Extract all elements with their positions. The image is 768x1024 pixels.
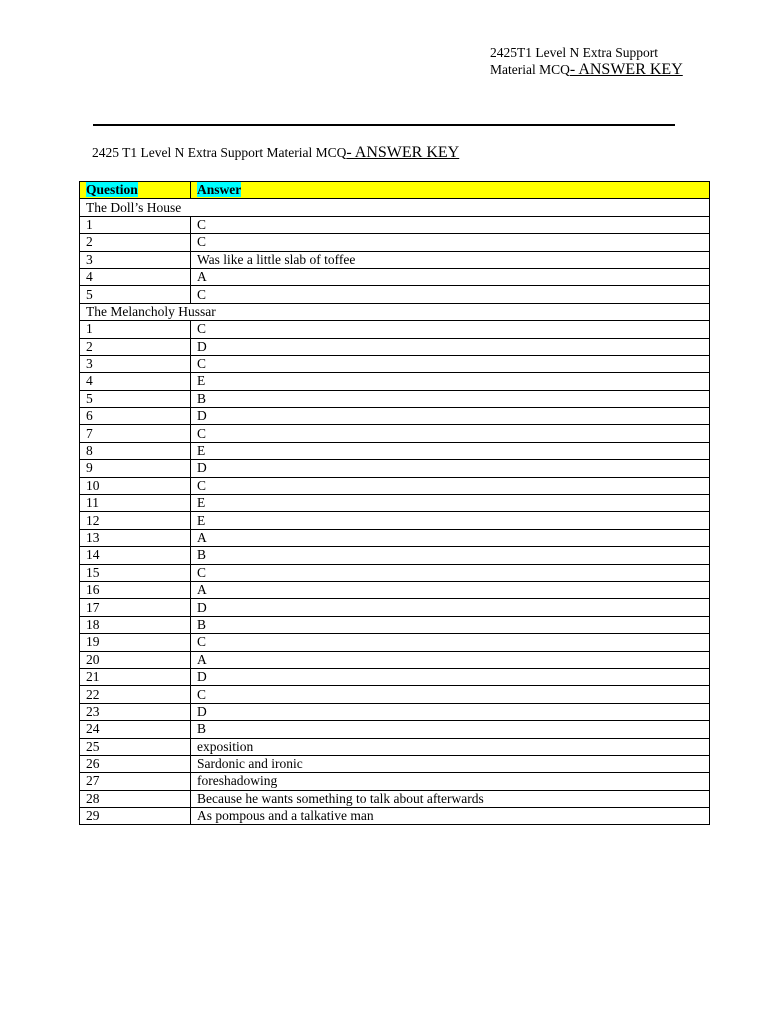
table-row [80,390,710,407]
question-number: 4 [80,268,191,285]
question-number: 2 [80,234,191,251]
header-answer [191,182,710,199]
answer: C [191,634,710,651]
table-row [80,268,710,285]
answer: C [191,286,710,303]
answer-key-table [79,181,710,825]
table-row [80,373,710,390]
table-row [80,634,710,651]
table-row [80,651,710,668]
header-question-label: Question [86,182,138,198]
answer: A [191,581,710,598]
table-row [80,808,710,825]
answer: foreshadowing [191,773,710,790]
answer: B [191,616,710,633]
question-number: 8 [80,442,191,459]
table-row [80,251,710,268]
question-number: 1 [80,216,191,233]
table-row [80,321,710,338]
table-row [80,581,710,598]
table-row [80,564,710,581]
answer: E [191,442,710,459]
question-number: 5 [80,390,191,407]
table-row [80,599,710,616]
table-row [80,773,710,790]
answer: E [191,512,710,529]
question-number: 18 [80,616,191,633]
table-row [80,616,710,633]
table-row [80,703,710,720]
question-number: 5 [80,286,191,303]
table-row [80,286,710,303]
header-answer-label: Answer [197,182,242,198]
question-number: 12 [80,512,191,529]
question-number: 25 [80,738,191,755]
answer: D [191,408,710,425]
question-number: 26 [80,755,191,772]
answer: A [191,529,710,546]
page-header [490,44,760,78]
question-number: 14 [80,547,191,564]
table-row [80,512,710,529]
answer: As pompous and a talkative man [191,808,710,825]
question-number: 19 [80,634,191,651]
table-row [80,790,710,807]
section-row [80,303,710,320]
section-title: The Doll’s House [80,199,710,216]
answer-key-table-body [80,182,710,825]
question-number: 3 [80,251,191,268]
question-number: 10 [80,477,191,494]
answer: C [191,321,710,338]
answer: A [191,651,710,668]
answer: exposition [191,738,710,755]
section-title: The Melancholy Hussar [80,303,710,320]
question-number: 13 [80,529,191,546]
question-number: 16 [80,581,191,598]
table-row [80,216,710,233]
question-number: 4 [80,373,191,390]
document-title-answer-key: - ANSWER KEY [346,144,460,161]
answer: E [191,373,710,390]
document-title-text: 2425 T1 Level N Extra Support Material MCQ [92,145,347,160]
answer: Was like a little slab of toffee [191,251,710,268]
answer: Sardonic and ironic [191,755,710,772]
table-row [80,755,710,772]
table-row [80,738,710,755]
answer: C [191,234,710,251]
answer: C [191,686,710,703]
question-number: 28 [80,790,191,807]
header-question [80,182,191,199]
answer: D [191,703,710,720]
header-line-1: 2425T1 Level N Extra Support [490,45,658,60]
question-number: 20 [80,651,191,668]
table-header-row [80,182,710,199]
question-number: 23 [80,703,191,720]
table-row [80,442,710,459]
question-number: 11 [80,495,191,512]
table-row [80,477,710,494]
question-number: 6 [80,408,191,425]
table-row [80,338,710,355]
question-number: 27 [80,773,191,790]
header-line-2 [490,61,760,78]
answer: C [191,564,710,581]
question-number: 17 [80,599,191,616]
answer: B [191,390,710,407]
answer: B [191,547,710,564]
answer: D [191,338,710,355]
answer: D [191,460,710,477]
table-row [80,425,710,442]
answer: A [191,268,710,285]
question-number: 1 [80,321,191,338]
question-number: 22 [80,686,191,703]
question-number: 24 [80,721,191,738]
table-row [80,668,710,685]
answer: C [191,355,710,372]
question-number: 3 [80,355,191,372]
question-number: 7 [80,425,191,442]
question-number: 9 [80,460,191,477]
answer: C [191,477,710,494]
table-row [80,234,710,251]
question-number: 2 [80,338,191,355]
question-number: 15 [80,564,191,581]
section-row [80,199,710,216]
header-divider [93,124,675,126]
table-row [80,408,710,425]
table-row [80,721,710,738]
answer: C [191,425,710,442]
answer: E [191,495,710,512]
document-title [92,144,459,162]
header-line-2-text: Material MCQ [490,62,570,77]
answer: Because he wants something to talk about afterwards [191,790,710,807]
table-row [80,355,710,372]
question-number: 21 [80,668,191,685]
question-number: 29 [80,808,191,825]
answer: B [191,721,710,738]
table-row [80,495,710,512]
answer: D [191,599,710,616]
table-row [80,460,710,477]
table-row [80,547,710,564]
header-answer-key: - ANSWER KEY [569,61,683,78]
answer: C [191,216,710,233]
table-row [80,686,710,703]
answer: D [191,668,710,685]
table-row [80,529,710,546]
